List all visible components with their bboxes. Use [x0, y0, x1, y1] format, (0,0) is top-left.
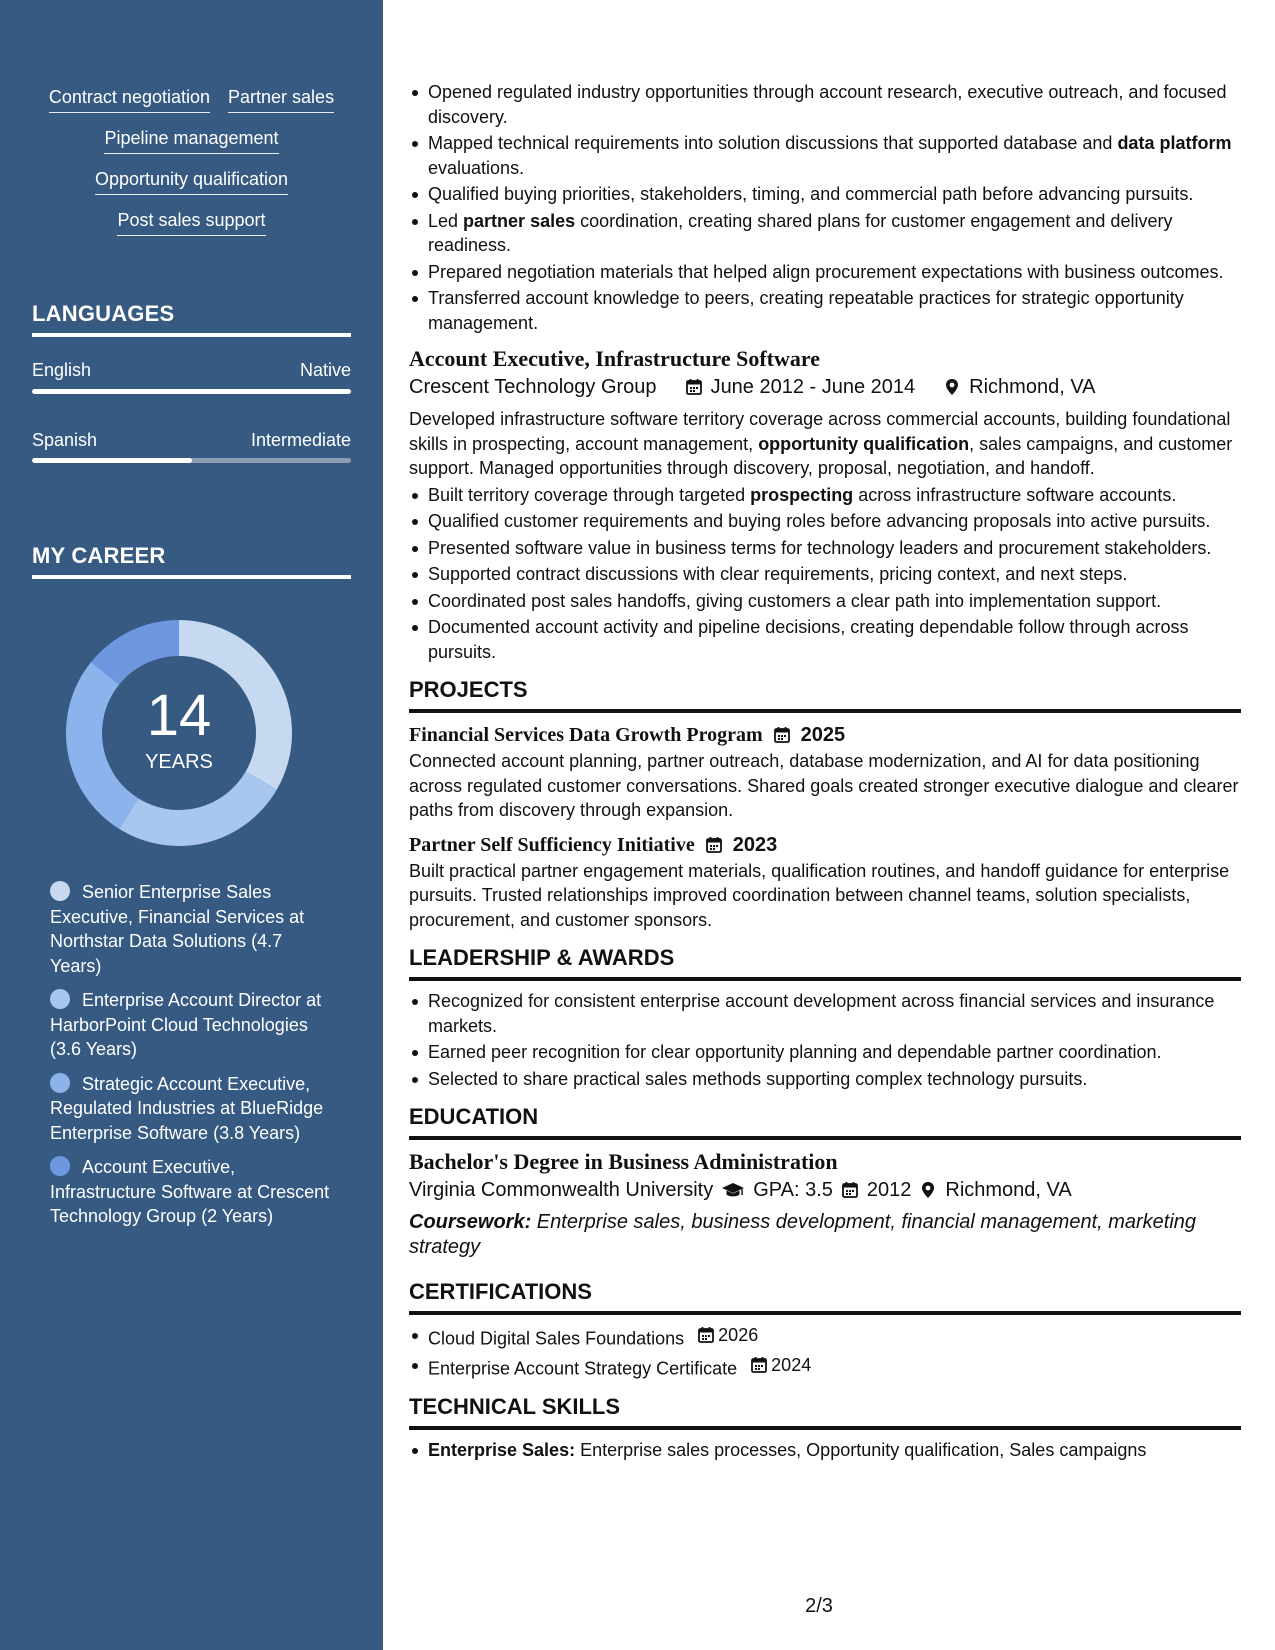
leadership-item: Selected to share practical sales methods supporting complex technology pursuits.	[409, 1067, 1241, 1092]
job-meta	[409, 373, 1241, 401]
graduation-cap-icon	[721, 1181, 745, 1199]
bullet-item	[409, 182, 1241, 207]
calendar-icon	[697, 1326, 715, 1344]
technical-skill-text: Enterprise sales processes, Opportunity qualification, Sales campaigns	[575, 1439, 1147, 1460]
bullet-bold: partner sales	[463, 210, 576, 231]
certification-year: 2026	[718, 1325, 759, 1345]
career-years-label: YEARS	[145, 751, 213, 773]
summary-bold: opportunity qualification	[758, 433, 970, 454]
career-item-text: Senior Enterprise Sales Executive, Financial Services at Northstar Data Solutions (4.7 Years)	[50, 882, 305, 976]
career-item	[50, 880, 330, 978]
calendar-icon	[841, 1181, 859, 1199]
career-item-text: Strategic Account Executive, Regulated Industries at BlueRidge Enterprise Software (3.8 Years)	[50, 1073, 324, 1143]
language-proficiency-fill	[32, 389, 351, 394]
bullet-text: across infrastructure software accounts.	[853, 484, 1177, 505]
career-item	[50, 988, 330, 1062]
bullet-text: Coordinated post sales handoffs, giving customers a clear path into implementation support.	[428, 590, 1162, 611]
bullet-text: Qualified customer requirements and buying roles before advancing proposals into active pursuits.	[428, 511, 1211, 531]
career-dot-icon	[50, 989, 70, 1009]
school-name: Virginia Commonwealth University	[409, 1179, 714, 1201]
career-list	[50, 880, 330, 1239]
career-donut-chart	[66, 620, 292, 846]
bullet-item	[409, 131, 1241, 180]
technical-skills-heading: TECHNICAL SKILLS	[409, 1393, 1241, 1430]
skill-row	[49, 85, 334, 113]
main-content	[383, 0, 1275, 1650]
education-meta	[409, 1176, 1241, 1204]
location-pin-icon	[919, 1181, 937, 1199]
experience-bullets	[409, 80, 1241, 335]
project	[409, 831, 1241, 933]
degree-title: Bachelor's Degree in Business Administration	[409, 1149, 838, 1174]
bullet-item	[409, 562, 1241, 587]
page-number: 2/3	[805, 1595, 833, 1617]
language-level: Intermediate	[250, 430, 351, 450]
project-title-row	[409, 831, 1241, 859]
skill-row	[117, 208, 265, 236]
bullet-item	[409, 286, 1241, 335]
project-title-row	[409, 721, 1241, 749]
skill-tags	[20, 85, 363, 236]
donut-center	[66, 620, 292, 846]
leadership-item: Earned peer recognition for clear opportunity planning and dependable partner coordination.	[409, 1040, 1241, 1065]
language-name: English	[32, 360, 92, 380]
language-proficiency-bar	[32, 458, 351, 463]
career-dot-icon	[50, 881, 70, 901]
certification-name: Enterprise Account Strategy Certificate	[428, 1358, 738, 1378]
career-heading: MY CAREER	[32, 542, 351, 579]
bullet-text: Qualified buying priorities, stakeholders, timing, and commercial path before advancing pursuits.	[428, 184, 1194, 204]
project-title: Partner Self Sufficiency Initiative	[409, 833, 695, 856]
technical-skills-list	[409, 1438, 1241, 1463]
career-item	[50, 1072, 330, 1146]
bullet-text: coordination, creating shared plans for customer engagement and delivery readiness.	[428, 210, 1173, 255]
leadership-item: Recognized for consistent enterprise account development across financial services and insurance markets.	[409, 989, 1241, 1038]
project-description: Connected account planning, partner outreach, database modernization, and AI for data positioning across regulated customer conversations. Shared goals created stronger executive dialogue and clearer paths from discovery through expansion.	[409, 751, 1239, 820]
certification-item	[409, 1323, 1241, 1351]
certifications-list	[409, 1323, 1241, 1381]
bullet-text: Mapped technical requirements into solution discussions that supported database and	[428, 133, 1118, 153]
language-proficiency-bar	[32, 389, 351, 394]
skill-row	[95, 167, 288, 195]
bullet-text: Prepared negotiation materials that helped align procurement expectations with business outcomes.	[428, 261, 1224, 282]
career-dot-icon	[50, 1073, 70, 1093]
leadership-heading: LEADERSHIP & AWARDS	[409, 944, 1241, 981]
career-item	[50, 1155, 330, 1229]
job-summary	[409, 407, 1241, 481]
project-title: Financial Services Data Growth Program	[409, 724, 763, 746]
education-heading: EDUCATION	[409, 1103, 1241, 1140]
bullet-item	[409, 483, 1241, 508]
certification-name: Cloud Digital Sales Foundations	[428, 1328, 685, 1349]
language-row	[32, 428, 351, 452]
bullet-text: Led	[428, 210, 464, 231]
project-year: 2025	[800, 724, 846, 746]
bullet-text: evaluations.	[428, 157, 525, 178]
bullet-item	[409, 589, 1241, 614]
leadership-list	[409, 989, 1241, 1091]
bullet-text: Opened regulated industry opportunities through account research, executive outreach, and focused discovery.	[428, 82, 1227, 127]
sidebar	[0, 0, 383, 1650]
language-row	[32, 358, 351, 382]
location-pin-icon	[943, 378, 961, 396]
project	[409, 721, 1241, 823]
bullet-item	[409, 615, 1241, 664]
language-name: Spanish	[32, 430, 98, 450]
language-level: Native	[299, 360, 351, 380]
certifications-heading: CERTIFICATIONS	[409, 1278, 1241, 1315]
coursework-text: Enterprise sales, business development, financial management, marketing strategy	[409, 1211, 1197, 1258]
bullet-bold: prospecting	[750, 484, 854, 505]
bullet-item	[409, 536, 1241, 561]
coursework-label: Coursework:	[409, 1211, 532, 1233]
coursework	[409, 1210, 1241, 1260]
projects-heading: PROJECTS	[409, 676, 1241, 713]
bullet-text: Presented software value in business terms for technology leaders and procurement stakeholders.	[428, 537, 1212, 558]
summary-text: Developed infrastructure software territory coverage across commercial accounts, building foundational skills in prospecting, account management,	[409, 409, 1231, 454]
bullet-text: Built territory coverage through targeted	[428, 484, 751, 505]
skill-tag: Post sales support	[117, 208, 265, 236]
summary-text: , sales campaigns, and customer support. Managed opportunities through discovery, proposal, negotiation, and handoff.	[409, 433, 1233, 478]
skill-tag: Pipeline management	[104, 126, 278, 154]
bullet-text: Supported contract discussions with clear requirements, pricing context, and next steps.	[428, 564, 1128, 584]
job-bullets	[409, 483, 1241, 665]
job-location: Richmond, VA	[969, 376, 1096, 398]
language-proficiency-fill	[32, 458, 192, 463]
career-item-text: Account Executive, Infrastructure Software at Crescent Technology Group (2 Years)	[50, 1157, 330, 1226]
project-year: 2023	[732, 833, 778, 856]
job-title: Account Executive, Infrastructure Software	[409, 346, 820, 371]
bullet-item	[409, 209, 1241, 258]
bullet-bold: data platform	[1117, 133, 1232, 153]
certification-item	[409, 1353, 1241, 1381]
bullet-item	[409, 260, 1241, 285]
job-company: Crescent Technology Group	[409, 376, 657, 398]
skill-tag: Opportunity qualification	[95, 167, 288, 195]
calendar-icon	[685, 378, 703, 396]
resume-body	[409, 80, 1241, 1464]
school-location: Richmond, VA	[945, 1179, 1072, 1201]
bullet-text: Transferred account knowledge to peers, creating repeatable practices for strategic opportunity management.	[428, 288, 1184, 333]
skill-row	[104, 126, 278, 154]
career-item-text: Enterprise Account Director at HarborPoint Cloud Technologies (3.6 Years)	[50, 990, 322, 1059]
technical-skill-item	[409, 1438, 1241, 1463]
calendar-icon	[773, 726, 791, 744]
languages-heading: LANGUAGES	[32, 300, 351, 337]
calendar-icon	[750, 1356, 768, 1374]
career-total-years: 14	[146, 683, 212, 748]
certification-year: 2024	[771, 1354, 812, 1375]
technical-skill-label: Enterprise Sales:	[428, 1439, 576, 1460]
job-dates: June 2012 - June 2014	[710, 376, 916, 398]
skill-tag: Contract negotiation	[49, 85, 210, 113]
bullet-item	[409, 80, 1241, 129]
gpa: GPA: 3.5	[753, 1179, 833, 1201]
project-description: Built practical partner engagement materials, qualification routines, and handoff guidance for enterprise pursuits. Trusted relationships improved coordination between channel teams, solution specialists, procurement, and customer sponsors.	[409, 860, 1230, 930]
graduation-year: 2012	[866, 1179, 912, 1201]
calendar-icon	[705, 836, 723, 854]
bullet-text: Documented account activity and pipeline decisions, creating dependable follow through across pursuits.	[428, 617, 1189, 662]
bullet-item	[409, 509, 1241, 534]
career-dot-icon	[50, 1156, 70, 1176]
skill-tag: Partner sales	[228, 85, 334, 113]
